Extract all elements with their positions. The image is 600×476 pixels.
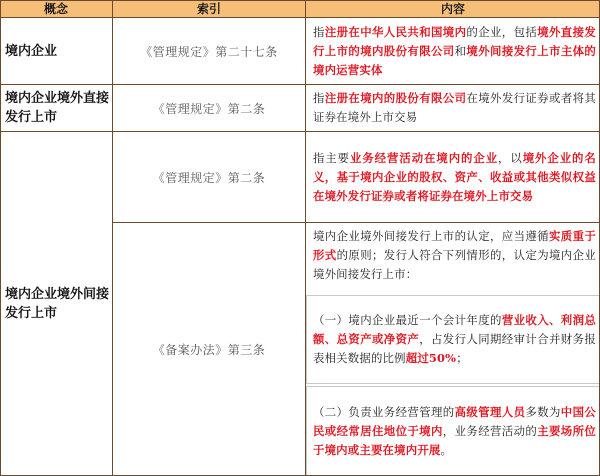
index-r4: 《备案办法》第三条 (152, 343, 266, 357)
grid-line (0, 17, 600, 18)
content-r4-item1 (306, 297, 600, 382)
content-r4-item2 (306, 388, 600, 474)
content-r3 (306, 132, 600, 222)
concept-indirect-listing: 境内企业境外间接发行上市 (5, 287, 110, 321)
grid-line (0, 131, 600, 132)
highlight-text: 注册在境内的股份有限公司 (324, 91, 467, 105)
grid-line (0, 0, 600, 1)
text-segment: 。 (440, 442, 453, 457)
text-segment: 指 (313, 91, 325, 105)
index-r2: 《管理规定》第二条 (152, 101, 266, 116)
index-r3: 《管理规定》第二条 (152, 170, 266, 185)
highlight-text: 营业收入、利润总额、总资产或净资产 (313, 313, 597, 346)
index-r1: 《管理规定》第二十七条 (140, 44, 278, 59)
highlight-text: 高级管理人员 (454, 404, 526, 419)
text-segment: 和 (454, 43, 467, 58)
text-segment: 在境外发行证券或者将其证券在境外上市交易 (313, 91, 597, 124)
text-segment: 多数为 (525, 404, 561, 419)
text-segment: 的原则；发行人符合下列情形的，认定为境内企业境外间接发行上市： (313, 248, 596, 281)
header-index: 索引 (113, 0, 305, 17)
text-segment: （一）境内企业最近一个会计年度的 (313, 313, 502, 327)
text-segment: （二）负责业务经营管理的 (313, 404, 455, 419)
grid-line (0, 0, 1, 476)
highlight-text: 业务经营活动在境内的企业 (350, 150, 499, 165)
text-segment: ，以 (498, 150, 523, 165)
highlight-text: 境外间接发行上市主体的境内运营实体 (313, 43, 597, 77)
highlight-text: 境外企业的名义，基于境内企业的股权、资产、收益或其他类似权益在境外发行证券或者将证券在境外上市交易 (313, 150, 596, 203)
highlight-text: 境外直接发行上市的境内股份有限公司 (313, 24, 596, 58)
text-segment: ，占发行人同期经审计合并财务报表相关数据的比例 (313, 332, 596, 365)
content-r4-intro (306, 227, 600, 295)
concept-domestic-enterprise: 境内企业 (5, 43, 58, 59)
text-segment: ，业务经营活动的 (442, 423, 538, 438)
content-r2 (306, 85, 600, 131)
text-segment: ； (456, 351, 468, 365)
text-segment: 指 (313, 24, 325, 39)
grid-line (112, 222, 600, 223)
concept-direct-listing: 境内企业境外直接发行上市 (5, 91, 110, 125)
grid-line (0, 84, 600, 85)
header-content: 内容 (306, 0, 600, 17)
highlight-text: 注册在中华人民共和国境内 (324, 24, 467, 39)
grid-line (112, 0, 113, 476)
highlight-text: 主要场所位于境内或主要在境内开展 (313, 423, 596, 457)
text-segment: 指主要 (313, 150, 351, 165)
grid-line (305, 0, 306, 476)
header-concept: 概念 (0, 0, 112, 17)
content-r1 (306, 18, 600, 84)
highlight-text: 实质重于形式 (313, 229, 596, 262)
text-segment: 的企业，包括 (466, 24, 538, 39)
highlight-text: 超过50% (405, 351, 457, 365)
highlight-text: 中国公民或经常居住地位于境内 (313, 404, 596, 438)
text-segment: 境内企业境外间接发行上市的认定，应当遵循 (313, 229, 549, 243)
